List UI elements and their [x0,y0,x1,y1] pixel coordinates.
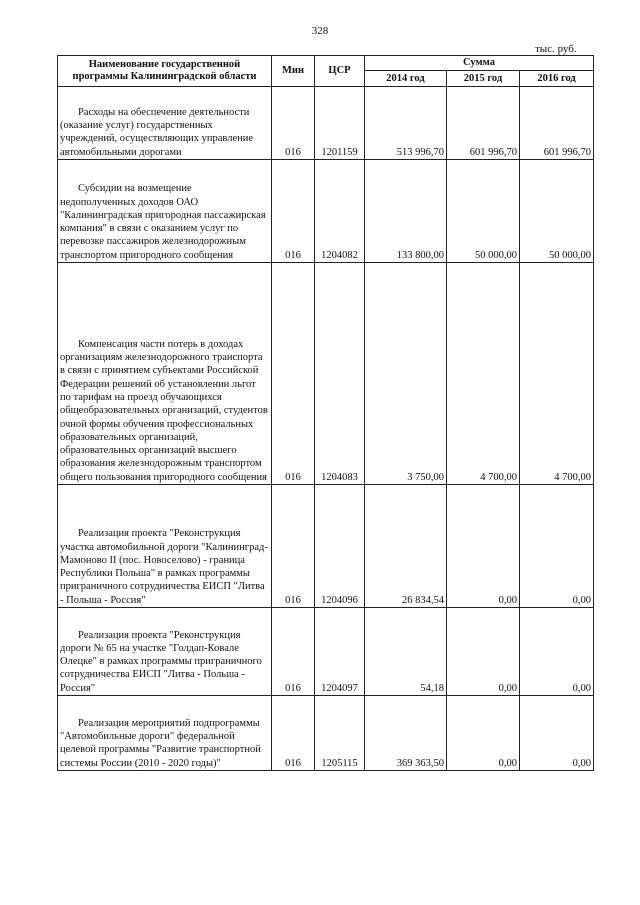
row-name: Реализация проекта "Реконструкция дороги № 65 на участке "Голдап-Ковале Олецке" в рамках программы приграничного сотрудничества ЕИСП "Литва - Польша - Россия" [60,629,262,694]
table-row [58,485,594,608]
row-2015: 50 000,00 [447,160,520,263]
row-min: 016 [272,485,315,608]
row-2016: 601 996,70 [520,87,594,160]
row-2014: 513 996,70 [365,87,447,160]
row-name: Расходы на обеспечение деятельности (оказание услуг) государственных учреждений, осуществляющих управление автомобильными дорогами [60,106,254,158]
header-2016: 2016 год [520,71,594,87]
row-csr: 1204097 [315,608,365,696]
row-csr: 1204082 [315,160,365,263]
row-2014: 369 363,50 [365,696,447,771]
table-row [58,608,594,696]
row-min: 016 [272,608,315,696]
budget-table [57,55,594,771]
row-2016: 0,00 [520,696,594,771]
row-2015: 0,00 [447,696,520,771]
row-2015: 4 700,00 [447,263,520,485]
row-2016: 50 000,00 [520,160,594,263]
row-name: Реализация проекта "Реконструкция участка автомобильной дороги "Калининград-Мамоново II (пос. Новоселово) - граница Республики Польша" в рамках программы приграничного сотрудничества ЕИСП "Литва - Польша - Россия" [60,528,268,606]
row-min: 016 [272,696,315,771]
table-row [58,87,594,160]
row-2014: 3 750,00 [365,263,447,485]
page-number: 328 [311,25,329,37]
row-name: Реализация мероприятий подпрограммы "Автомобильные дороги" федеральной целевой программы "Развитие транспортной системы России (2010 - 2020 годы)" [60,717,261,769]
header-2014: 2014 год [365,71,447,87]
row-csr: 1205115 [315,696,365,771]
row-name: Субсидии на возмещение недополученных доходов ОАО "Калининградская пригородная пассажирская компания" в связи с оказанием услуг по перевозке пассажиров железнодорожным транспортом пригородного сообщения [60,183,266,261]
row-2014: 54,18 [365,608,447,696]
table-row [58,263,594,485]
row-2015: 0,00 [447,485,520,608]
row-2014: 133 800,00 [365,160,447,263]
header-csr: ЦСР [315,56,365,87]
row-2014: 26 834,54 [365,485,447,608]
row-min: 016 [272,87,315,160]
header-2015: 2015 год [447,71,520,87]
table-row [58,696,594,771]
row-2016: 0,00 [520,485,594,608]
row-2016: 4 700,00 [520,263,594,485]
row-min: 016 [272,263,315,485]
header-name: Наименование государственной программы Калининградской области [58,56,272,87]
row-2015: 601 996,70 [447,87,520,160]
row-name: Компенсация части потерь в доходах организациям железнодорожного транспорта в связи с принятием субъектами Российской Федерации решений об установлении льгот по тарифам на проезд обучающихся общеобразовательных организаций, студентов очной формы обучения профессиональных образовательных организаций, образовательных организаций высшего образования железнодорожным транспортом общего пользования пригородного сообщения [60,338,268,483]
row-csr: 1204096 [315,485,365,608]
row-min: 016 [272,160,315,263]
row-2015: 0,00 [447,608,520,696]
header-sum: Сумма [365,56,594,71]
units-label: тыс. руб. [535,43,577,55]
row-csr: 1204083 [315,263,365,485]
row-2016: 0,00 [520,608,594,696]
row-csr: 1201159 [315,87,365,160]
header-min: Мин [272,56,315,87]
table-row [58,160,594,263]
